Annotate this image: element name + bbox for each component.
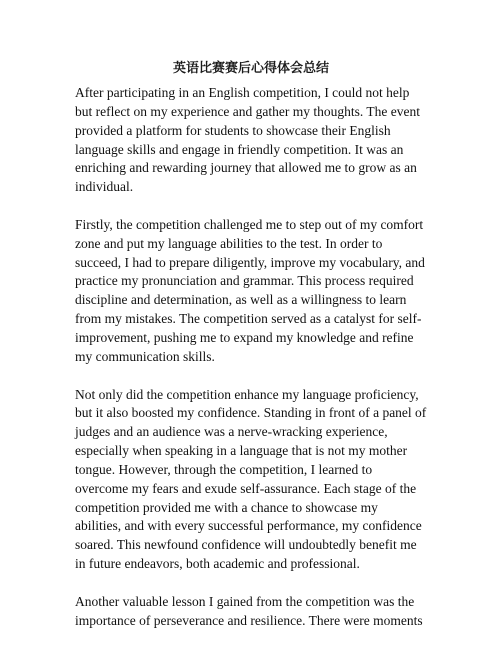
paragraph-2: Firstly, the competition challenged me to step out of my comfort zone and put my language abilities to the test. In order to succeed, I had to prepare diligently, improve my vocabulary, and practice my pronunciation and grammar. This process required discipline and determination, as well as a willingness to learn from my mistakes. The competition served as a catalyst for self-improvement, pushing me to expand my knowledge and refine my communication skills. [75,216,425,364]
paragraph-4: Another valuable lesson I gained from the competition was the importance of perseverance and resilience. There were moments [75,593,423,628]
document-body [75,84,427,630]
paragraph-3: Not only did the competition enhance my language proficiency, but it also boosted my confidence. Standing in front of a panel of judges and an audience was a nerve-wracking experience, especially when speaking in a language that is not my mother tongue. However, through the competition, I learned to overcome my fears and exude self-assurance. Each stage of the competition provided me with a chance to showcase my abilities, and with every successful performance, my confidence soared. This newfound confidence will undoubtedly benefit me in future endeavors, both academic and professional. [75,386,427,572]
document-title: 英语比赛赛后心得体会总结 [172,61,329,76]
paragraph-1: After participating in an English competition, I could not help but reflect on my experience and gather my thoughts. The event provided a platform for students to showcase their English language skills and engage in friendly competition. It was an enriching and rewarding journey that allowed me to grow as an individual. [75,85,421,195]
